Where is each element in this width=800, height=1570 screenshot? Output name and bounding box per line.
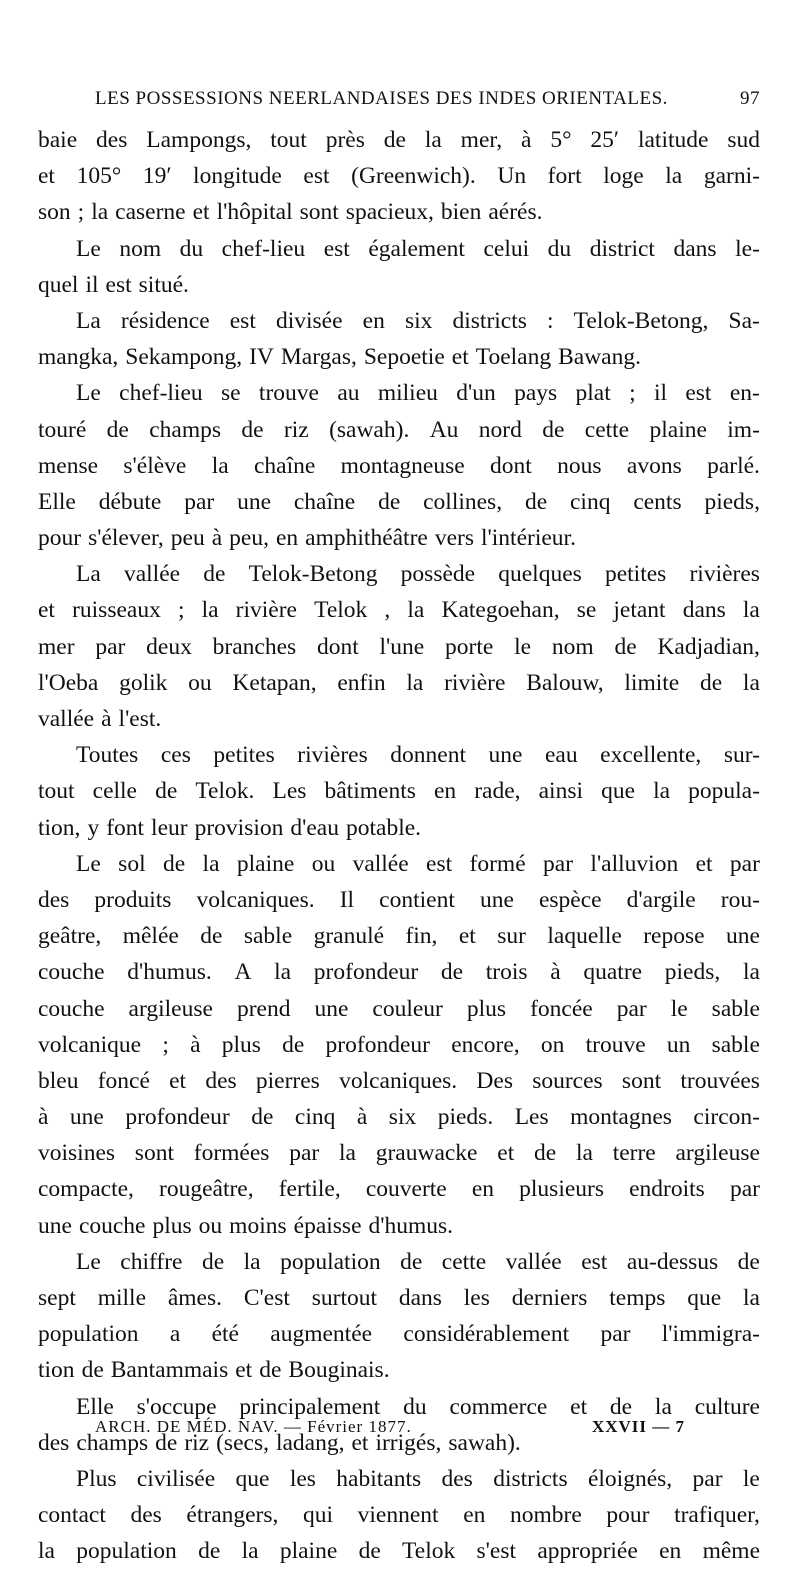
text-line: geâtre, mêlée de sable granulé fin, et sur laquelle repose une (38, 923, 760, 950)
text-line: l'Oeba golik ou Ketapan, enfin la rivière Balouw, limite de la (38, 669, 760, 696)
text-line: pour s'élever, peu à peu, en amphithéâtre vers l'intérieur. (38, 525, 576, 552)
text-line: Le chiffre de la population de cette vallée est au-dessus de (76, 1248, 760, 1275)
text-line: Le sol de la plaine ou vallée est formé par l'alluvion et par (76, 850, 760, 877)
running-title: LES POSSESSIONS NEERLANDAISES DES INDES ORIENTALES. (95, 88, 668, 109)
running-header (95, 88, 760, 110)
text-line: mangka, Sekampong, IV Margas, Sepoetie et Toelang Bawang. (38, 344, 641, 371)
text-line: tion de Bantammais et de Bouginais. (38, 1357, 390, 1384)
text-line: Plus civilisée que les habitants des districts éloignés, par le (76, 1465, 760, 1492)
text-line: Le nom du chef-lieu est également celui du district dans le- (76, 235, 760, 262)
text-line: à une profondeur de cinq à six pieds. Les montagnes circon- (38, 1104, 760, 1131)
text-line: et 105° 19′ longitude est (Greenwich). Un fort loge la garni- (38, 163, 760, 190)
text-line: la population de la plaine de Telok s'est appropriée en même (38, 1538, 760, 1565)
text-line: mense s'élève la chaîne montagneuse dont nous avons parlé. (38, 452, 760, 479)
footer-source: ARCH. DE MÉD. NAV. — Février 1877. (95, 1417, 412, 1436)
text-line: baie des Lampongs, tout près de la mer, à 5° 25′ latitude sud (38, 127, 760, 153)
text-line: des champs de riz (secs, ladang, et irrigés, sawah). (38, 1429, 521, 1456)
text-line: Elle s'occupe principalement du commerce et de la culture (76, 1393, 760, 1420)
text-line: tout celle de Telok. Les bâtiments en rade, ainsi que la popula- (38, 778, 760, 805)
text-line: Le chef-lieu se trouve au milieu d'un pays plat ; il est en- (76, 380, 760, 407)
text-line: couche d'humus. A la profondeur de trois à quatre pieds, la (38, 959, 760, 986)
text-line: Toutes ces petites rivières donnent une eau excellente, sur- (76, 742, 760, 769)
text-line: des produits volcaniques. Il contient une espèce d'argile rou- (38, 886, 760, 913)
text-line: tion, y font leur provision d'eau potable. (38, 814, 422, 841)
signature-mark: XXVII — 7 (591, 1417, 685, 1436)
text-line: voisines sont formées par la grauwacke et de la terre argileuse (38, 1140, 760, 1167)
text-line: son ; la caserne et l'hôpital sont spacieux, bien aérés. (38, 199, 543, 226)
text-line: Elle débute par une chaîne de collines, de cinq cents pieds, (38, 488, 760, 515)
text-line: touré de champs de riz (sawah). Au nord de cette plaine im- (38, 416, 760, 443)
text-line: compacte, rougeâtre, fertile, couverte en plusieurs endroits par (38, 1176, 760, 1203)
text-line: La vallée de Telok-Betong possède quelques petites rivières (76, 561, 760, 588)
text-line: sept mille âmes. C'est surtout dans les derniers temps que la (38, 1285, 760, 1311)
text-line: vallée à l'est. (38, 706, 162, 732)
text-line: et ruisseaux ; la rivière Telok , la Kategoehan, se jetant dans la (38, 597, 760, 624)
text-line: mer par deux branches dont l'une porte le nom de Kadjadian, (38, 633, 760, 660)
text-line: quel il est situé. (38, 271, 189, 298)
text-line: une couche plus ou moins épaisse d'humus. (38, 1212, 454, 1239)
text-line: bleu foncé et des pierres volcaniques. Des sources sont trouvées (38, 1067, 760, 1094)
text-line: population a été augmentée considérablement par l'immigra- (38, 1321, 760, 1348)
page-number: 97 (740, 88, 760, 109)
text-line: La résidence est divisée en six districts : Telok-Betong, Sa- (76, 307, 760, 334)
body-text (38, 122, 760, 1570)
text-line: contact des étrangers, qui viennent en nombre pour trafiquer, (38, 1502, 760, 1529)
page-footer (95, 1417, 760, 1437)
text-line: volcanique ; à plus de profondeur encore, on trouve un sable (38, 1031, 760, 1058)
text-line: couche argileuse prend une couleur plus foncée par le sable (38, 995, 760, 1022)
